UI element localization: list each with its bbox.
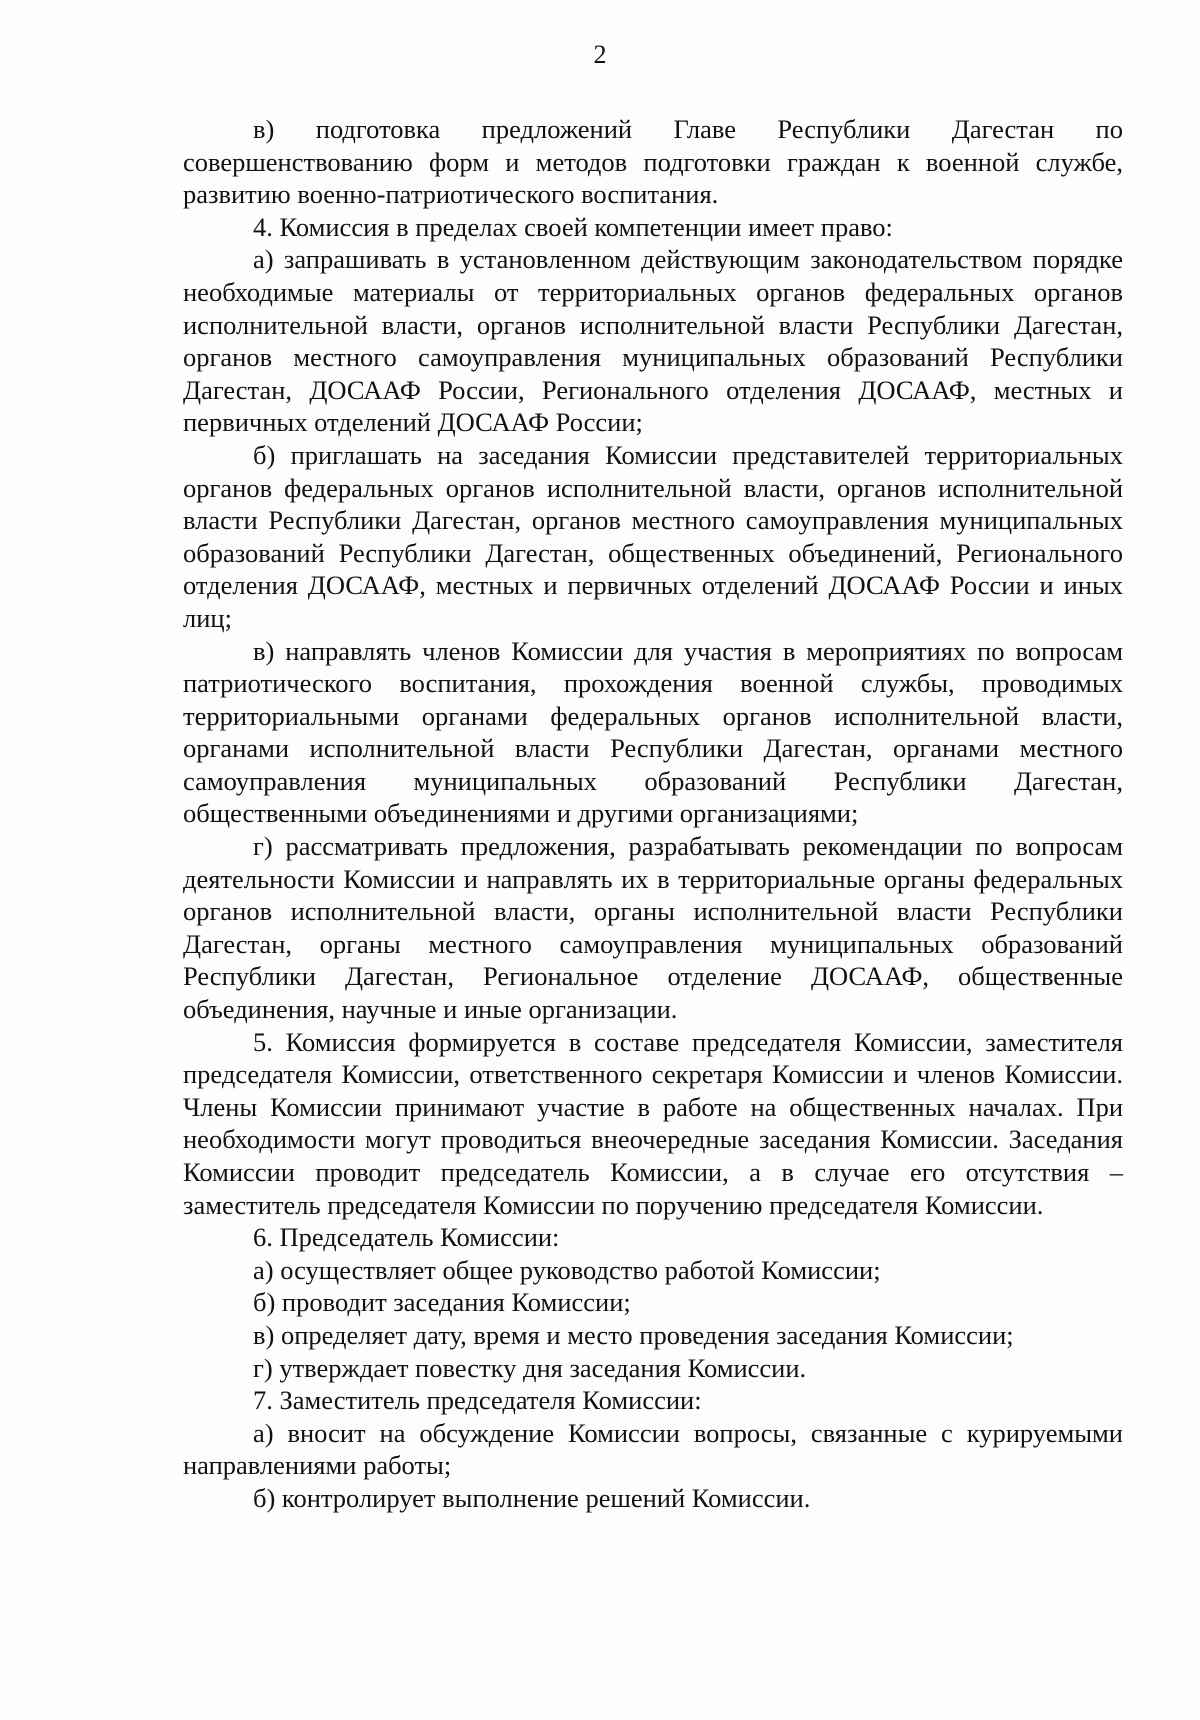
- paragraph-6-heading: 6. Председатель Комиссии:: [253, 1222, 560, 1253]
- paragraph-4b: б) приглашать на заседания Комиссии представителей территориальных органов федеральных органов исполнительной власти, органов исполнительной власти Республики Дагестан, органов местного самоуправления муниципальных образований Республики Дагестан, общественных объединений, Регионального отделения ДОСААФ, местных и первичных отделений ДОСААФ России и иных лиц;: [183, 439, 1123, 633]
- paragraph-4-heading: 4. Комиссия в пределах своей компетенции имеет право:: [253, 211, 893, 242]
- paragraph-4a: а) запрашивать в установленном действующим законодательством порядке необходимые материалы от территориальных органов федеральных органов исполнительной власти, органов исполнительной власти Республики Дагестан, органов местного самоуправления муниципальных образований Республики Дагестан, ДОСААФ России, Регионального отделения ДОСААФ, местных и первичных отделений ДОСААФ России;: [183, 244, 1123, 438]
- paragraph-6a: а) осуществляет общее руководство работой Комиссии;: [253, 1254, 881, 1285]
- page-number: 2: [593, 40, 607, 69]
- document-body: [183, 113, 1123, 1515]
- paragraph-6v: в) определяет дату, время и место проведения заседания Комиссии;: [253, 1319, 1014, 1350]
- paragraph-7a: а) вносит на обсуждение Комиссии вопросы, связанные с курируемыми направлениями работы;: [183, 1417, 1123, 1481]
- paragraph-7b: б) контролирует выполнение решений Комиссии.: [253, 1482, 811, 1513]
- paragraph-3v: в) подготовка предложений Главе Республики Дагестан по совершенствованию форм и методов подготовки граждан к военной службе, развитию военно-патриотического воспитания.: [183, 114, 1123, 210]
- paragraph-5: 5. Комиссия формируется в составе председателя Комиссии, заместителя председателя Комиссии, ответственного секретаря Комиссии и членов Комиссии. Члены Комиссии принимают участие в работе на общественных началах. При необходимости могут проводиться внеочередные заседания Комиссии. Заседания Комиссии проводит председатель Комиссии, а в случае его отсутствия – заместитель председателя Комиссии по поручению председателя Комиссии.: [183, 1026, 1123, 1220]
- paragraph-6g: г) утверждает повестку дня заседания Комиссии.: [253, 1352, 807, 1383]
- paragraph-4v: в) направлять членов Комиссии для участия в мероприятиях по вопросам патриотического воспитания, прохождения военной службы, проводимых территориальными органами федеральных органов исполнительной власти, органами исполнительной власти Республики Дагестан, органами местного самоуправления муниципальных образований Республики Дагестан, общественными объединениями и другими организациями;: [183, 635, 1123, 829]
- paragraph-7-heading: 7. Заместитель председателя Комиссии:: [253, 1385, 702, 1416]
- paragraph-4g: г) рассматривать предложения, разрабатывать рекомендации по вопросам деятельности Комиссии и направлять их в территориальные органы федеральных органов исполнительной власти, органы исполнительной власти Республики Дагестан, органы местного самоуправления муниципальных образований Республики Дагестан, Региональное отделение ДОСААФ, общественные объединения, научные и иные организации.: [183, 831, 1123, 1025]
- paragraph-6b: б) проводит заседания Комиссии;: [253, 1287, 631, 1318]
